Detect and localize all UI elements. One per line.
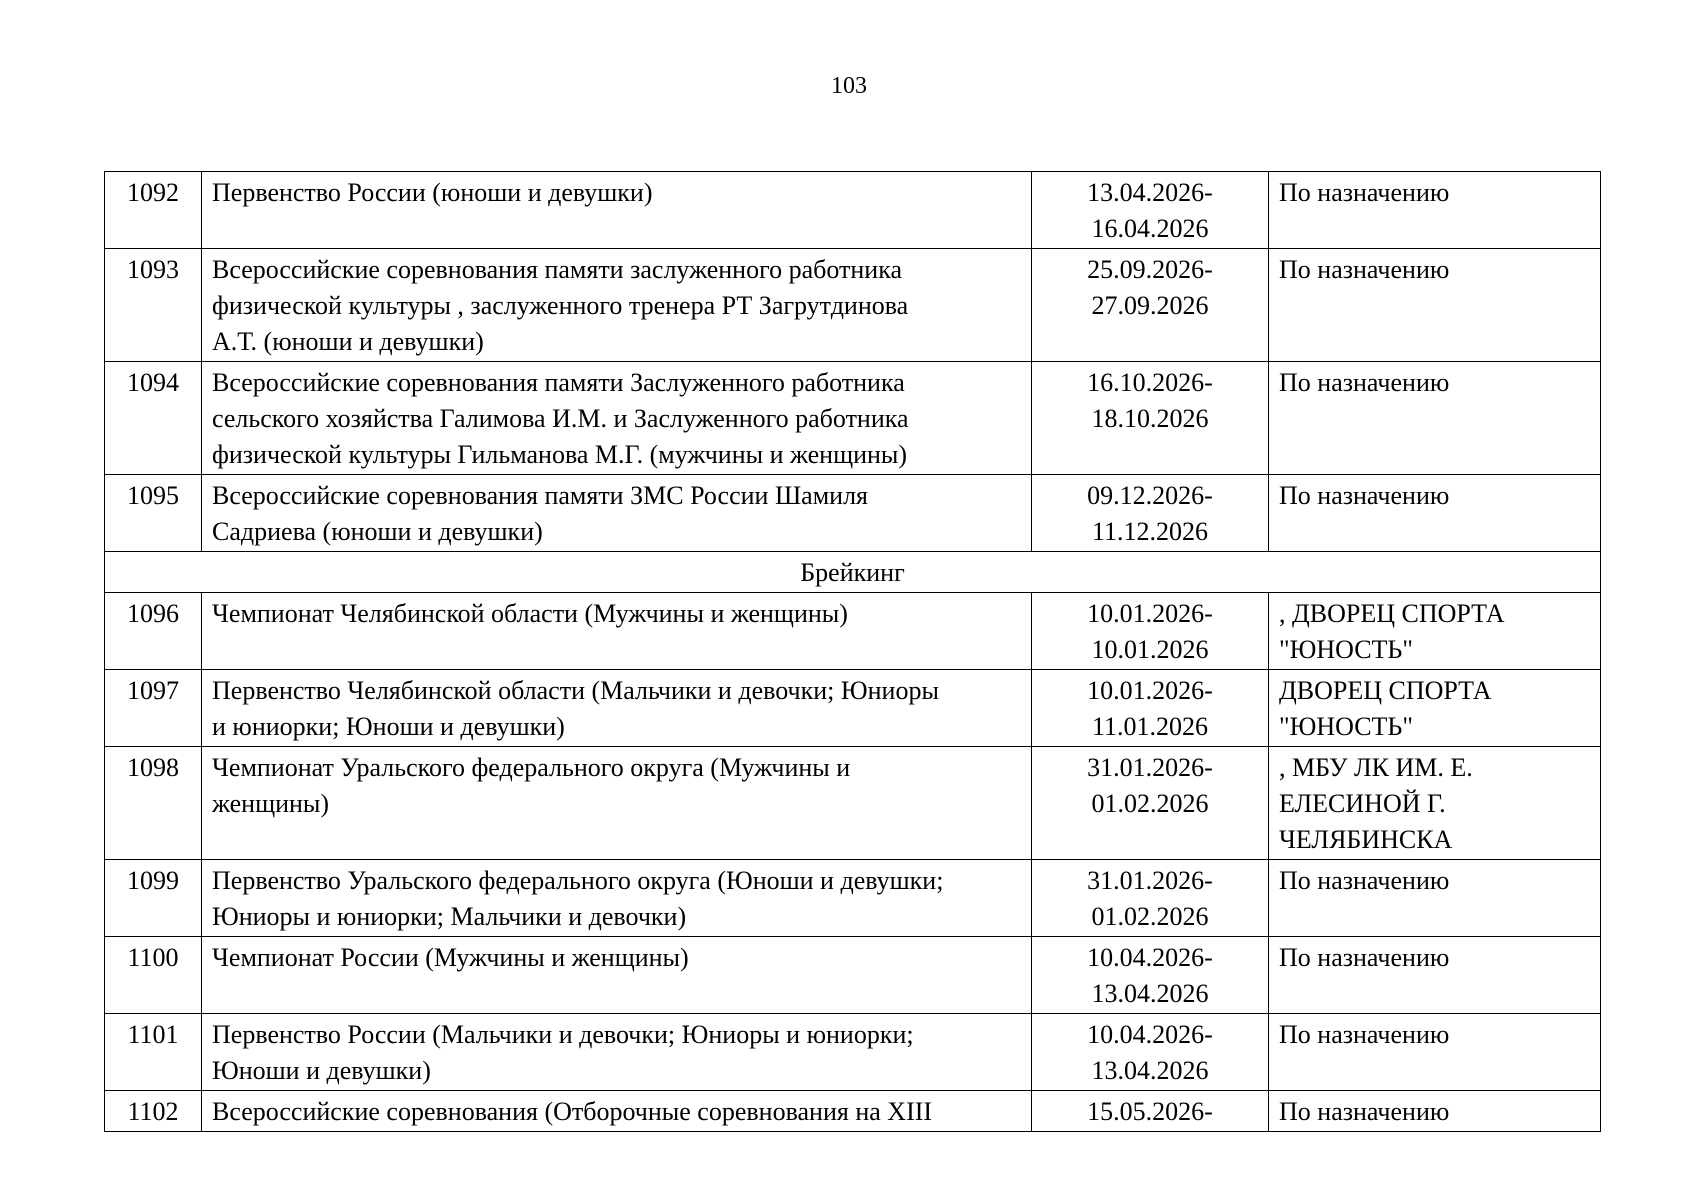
event-dates-line: 18.10.2026	[1091, 404, 1209, 433]
table-row	[105, 670, 1601, 747]
event-place-line: По назначению	[1279, 866, 1450, 895]
event-name-line: Чемпионат Челябинской области (Мужчины и женщины)	[212, 599, 848, 628]
table-row	[105, 249, 1601, 362]
event-name	[202, 1014, 1032, 1091]
table-body-after	[105, 593, 1601, 1132]
event-place-line: ЕЛЕСИНОЙ Г.	[1279, 789, 1446, 818]
event-name-line: Первенство России (Мальчики и девочки; Юниоры и юниорки;	[212, 1020, 914, 1049]
table-body-before	[105, 172, 1601, 552]
event-name-line: физической культуры , заслуженного тренера РТ Загрутдинова	[212, 291, 909, 320]
event-name	[202, 362, 1032, 475]
event-name	[202, 937, 1032, 1014]
event-dates	[1032, 747, 1269, 860]
section-header	[105, 552, 1601, 593]
table-row	[105, 362, 1601, 475]
event-name-line: и юниорки; Юноши и девушки)	[212, 712, 565, 741]
event-place-line: ЧЕЛЯБИНСКА	[1279, 825, 1453, 854]
event-dates	[1032, 475, 1269, 552]
event-number: 1102	[105, 1091, 202, 1132]
table-row	[105, 475, 1601, 552]
table-row	[105, 747, 1601, 860]
event-dates-line: 25.09.2026-	[1087, 255, 1213, 284]
table-row	[105, 860, 1601, 937]
event-name-line: А.Т. (юноши и девушки)	[212, 327, 484, 356]
event-place-line: По назначению	[1279, 943, 1450, 972]
event-number: 1093	[105, 249, 202, 362]
event-dates-line: 13.04.2026-	[1087, 178, 1213, 207]
event-place-line: "ЮНОСТЬ"	[1279, 712, 1413, 741]
event-name	[202, 1091, 1032, 1132]
table-row	[105, 172, 1601, 249]
event-name-line: Первенство Уральского федерального округа (Юноши и девушки;	[212, 866, 944, 895]
event-name-line: Всероссийские соревнования памяти Заслуженного работника	[212, 368, 905, 397]
event-place-line: По назначению	[1279, 481, 1450, 510]
event-place	[1269, 747, 1601, 860]
event-name	[202, 593, 1032, 670]
event-dates-line: 27.09.2026	[1091, 291, 1209, 320]
event-name-line: Чемпионат России (Мужчины и женщины)	[212, 943, 689, 972]
event-dates-line: 11.12.2026	[1091, 517, 1209, 546]
event-place-line: "ЮНОСТЬ"	[1279, 635, 1413, 664]
event-dates-line: 01.02.2026	[1091, 902, 1209, 931]
event-name-line: Всероссийские соревнования памяти заслуженного работника	[212, 255, 902, 284]
event-place-line: По назначению	[1279, 1020, 1450, 1049]
event-name	[202, 860, 1032, 937]
event-place	[1269, 1091, 1601, 1132]
event-name-line: Юноши и девушки)	[212, 1056, 431, 1085]
event-dates-line: 16.04.2026	[1091, 214, 1209, 243]
event-name-line: сельского хозяйства Галимова И.М. и Заслуженного работника	[212, 404, 909, 433]
section-title: Брейкинг	[105, 552, 1601, 593]
table-row	[105, 1091, 1601, 1132]
event-place-line: , ДВОРЕЦ СПОРТА	[1279, 599, 1505, 628]
event-place-line: ДВОРЕЦ СПОРТА	[1279, 676, 1492, 705]
event-name-line: Юниоры и юниорки; Мальчики и девочки)	[212, 902, 687, 931]
event-name	[202, 475, 1032, 552]
event-place	[1269, 593, 1601, 670]
page-number: 103	[831, 73, 867, 99]
event-dates-line: 09.12.2026-	[1087, 481, 1213, 510]
event-name	[202, 747, 1032, 860]
event-dates-line: 15.05.2026-	[1087, 1097, 1213, 1126]
event-dates	[1032, 249, 1269, 362]
event-name-line: физической культуры Гильманова М.Г. (мужчины и женщины)	[212, 440, 908, 469]
event-dates-line: 11.01.2026	[1091, 712, 1209, 741]
event-number: 1096	[105, 593, 202, 670]
event-name-line: Всероссийские соревнования памяти ЗМС России Шамиля	[212, 481, 869, 510]
event-place-line: По назначению	[1279, 368, 1450, 397]
event-number: 1097	[105, 670, 202, 747]
event-place	[1269, 670, 1601, 747]
event-place	[1269, 249, 1601, 362]
event-number: 1101	[105, 1014, 202, 1091]
event-dates-line: 31.01.2026-	[1087, 866, 1213, 895]
event-number: 1092	[105, 172, 202, 249]
event-dates	[1032, 860, 1269, 937]
event-dates-line: 10.04.2026-	[1087, 943, 1213, 972]
event-number: 1099	[105, 860, 202, 937]
event-dates	[1032, 670, 1269, 747]
event-dates-line: 13.04.2026	[1091, 1056, 1209, 1085]
event-name-line: Всероссийские соревнования (Отборочные соревнования на XIII	[212, 1097, 933, 1126]
event-dates-line: 10.01.2026	[1091, 635, 1209, 664]
event-number: 1098	[105, 747, 202, 860]
event-dates	[1032, 593, 1269, 670]
event-place-line: По назначению	[1279, 1097, 1450, 1126]
event-place	[1269, 172, 1601, 249]
event-place-line: По назначению	[1279, 178, 1450, 207]
event-dates-line: 10.04.2026-	[1087, 1020, 1213, 1049]
event-name-line: Садриева (юноши и девушки)	[212, 517, 543, 546]
event-place	[1269, 1014, 1601, 1091]
event-place-line: По назначению	[1279, 255, 1450, 284]
event-dates	[1032, 362, 1269, 475]
event-name	[202, 249, 1032, 362]
event-number: 1100	[105, 937, 202, 1014]
event-dates-line: 13.04.2026	[1091, 979, 1209, 1008]
event-number: 1095	[105, 475, 202, 552]
event-place	[1269, 362, 1601, 475]
table-row	[105, 937, 1601, 1014]
section-row	[105, 552, 1601, 593]
event-dates-line: 31.01.2026-	[1087, 753, 1213, 782]
event-dates	[1032, 172, 1269, 249]
event-dates-line: 16.10.2026-	[1087, 368, 1213, 397]
event-dates-line: 10.01.2026-	[1087, 676, 1213, 705]
event-place	[1269, 937, 1601, 1014]
event-dates-line: 10.01.2026-	[1087, 599, 1213, 628]
event-number: 1094	[105, 362, 202, 475]
table-row	[105, 593, 1601, 670]
event-place	[1269, 860, 1601, 937]
event-dates	[1032, 937, 1269, 1014]
event-dates	[1032, 1014, 1269, 1091]
event-name-line: женщины)	[212, 789, 330, 818]
event-name	[202, 670, 1032, 747]
event-name-line: Первенство России (юноши и девушки)	[212, 178, 653, 207]
event-place-line: , МБУ ЛК ИМ. Е.	[1279, 753, 1473, 782]
event-name-line: Первенство Челябинской области (Мальчики и девочки; Юниоры	[212, 676, 939, 705]
event-dates-line: 01.02.2026	[1091, 789, 1209, 818]
table-row	[105, 1014, 1601, 1091]
event-name	[202, 172, 1032, 249]
event-dates	[1032, 1091, 1269, 1132]
events-table	[104, 171, 1601, 1132]
event-place	[1269, 475, 1601, 552]
event-name-line: Чемпионат Уральского федерального округа (Мужчины и	[212, 753, 851, 782]
